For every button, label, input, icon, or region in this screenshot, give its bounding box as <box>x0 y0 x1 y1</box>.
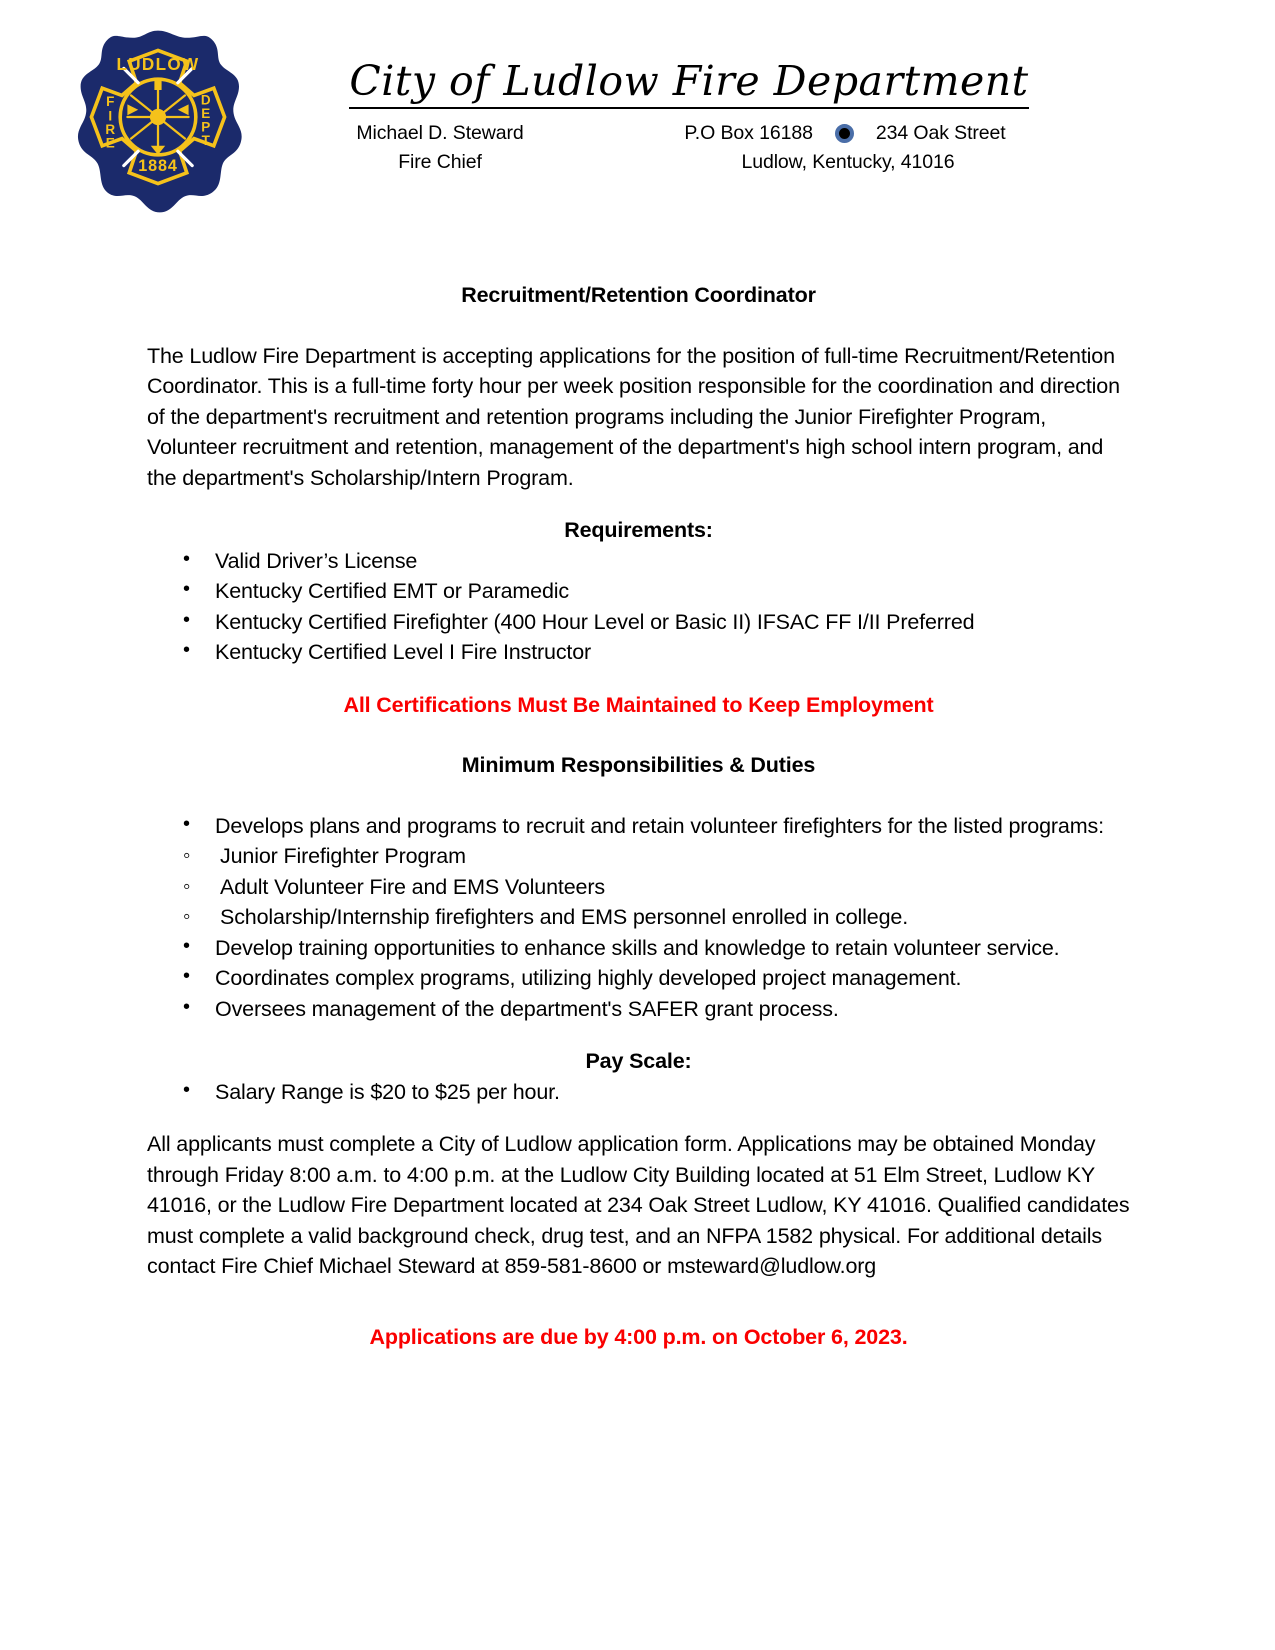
list-item: ◦ Adult Volunteer Fire and EMS Volunteers <box>147 872 1130 903</box>
list-item: • Develop training opportunities to enhance skills and knowledge to retain volunteer service. <box>147 933 1130 964</box>
svg-text:E: E <box>105 135 115 151</box>
application-instructions-paragraph: All applicants must complete a City of Ludlow application form. Applications may be obtained Monday through Friday 8:00 a.m. to 4:00 p.m. at the Ludlow City Building located at 51 Elm Street, Ludlow KY 41016, or the Ludlow Fire Department located at 234 Oak Street Ludlow, KY 41016. Qualified candidates must complete a valid background check, drug test, and an NFPA 1582 physical. For additional details contact Fire Chief Michael Steward at 859-581-8600 or msteward@ludlow.org <box>147 1132 1130 1279</box>
list-item: ◦ Scholarship/Internship firefighters and EMS personnel enrolled in college. <box>147 902 1130 933</box>
duties-list-continued <box>147 933 1130 1025</box>
po-box: P.O Box 16188 <box>684 122 813 145</box>
city-state-zip: Ludlow, Kentucky, 41016 <box>741 151 955 174</box>
list-item: • Salary Range is $20 to $25 per hour. <box>147 1077 1130 1108</box>
svg-text:T: T <box>201 132 210 148</box>
list-item: • Coordinates complex programs, utilizing highly developed project management. <box>147 963 1130 994</box>
crest-right-text <box>201 92 211 147</box>
chief-role: Fire Chief <box>398 151 482 174</box>
separator-dot-icon <box>835 124 854 143</box>
svg-text:R: R <box>105 122 116 138</box>
svg-text:F: F <box>106 94 115 110</box>
list-item: • Kentucky Certified Firefighter (400 Hour Level or Basic II) IFSAC FF I/II Preferred <box>147 607 1130 638</box>
duties-list <box>147 811 1130 842</box>
letterhead-text-block <box>290 57 1080 178</box>
list-item: • Kentucky Certified Level I Fire Instructor <box>147 637 1130 668</box>
department-title: City of Ludlow Fire Department <box>349 60 1028 109</box>
list-item: • Develops plans and programs to recruit and retain volunteer firefighters for the listed programs: <box>147 811 1130 842</box>
svg-text:P: P <box>201 119 211 135</box>
street-address: 234 Oak Street <box>875 122 1006 145</box>
chief-block <box>290 119 590 178</box>
svg-text:D: D <box>200 92 211 108</box>
pay-scale-heading: Pay Scale: <box>585 1049 692 1074</box>
pay-scale-list <box>147 1077 1130 1108</box>
svg-text:I: I <box>108 108 113 124</box>
intro-paragraph: The Ludlow Fire Department is accepting applications for the position of full-time Recruitment/Retention Coordinator. This is a full-time forty hour per week position responsible for the coordination and direction of the department's recruitment and retention programs including the Junior Firefighter Program, Volunteer recruitment and retention, management of the department's high school intern program, and the department's Scholarship/Intern Program. <box>147 343 1120 490</box>
position-title: Recruitment/Retention Coordinator <box>461 283 816 307</box>
chief-name: Michael D. Steward <box>356 122 524 145</box>
list-item: ◦ Junior Firefighter Program <box>147 841 1130 872</box>
requirements-heading: Requirements: <box>564 518 713 543</box>
svg-text:E: E <box>201 105 211 121</box>
crest-top-text: LUDLOW <box>116 55 200 75</box>
certification-notice: All Certifications Must Be Maintained to Keep Employment <box>343 692 934 717</box>
list-item: • Kentucky Certified EMT or Paramedic <box>147 576 1130 607</box>
list-item: • Oversees management of the department's SAFER grant process. <box>147 994 1130 1025</box>
requirements-list <box>147 546 1130 668</box>
job-posting-body <box>0 250 1275 1352</box>
list-item: • Valid Driver’s License <box>147 546 1130 577</box>
duties-heading: Minimum Responsibilities & Duties <box>461 753 816 778</box>
crest-year-text: 1884 <box>138 157 178 176</box>
fire-department-crest-icon <box>68 26 248 226</box>
crest-left-text <box>105 94 115 150</box>
duties-sub-list <box>147 841 1130 933</box>
deadline-notice: Applications are due by 4:00 p.m. on October 6, 2023. <box>369 1324 908 1349</box>
letterhead <box>0 0 1275 250</box>
address-block <box>590 119 1080 178</box>
